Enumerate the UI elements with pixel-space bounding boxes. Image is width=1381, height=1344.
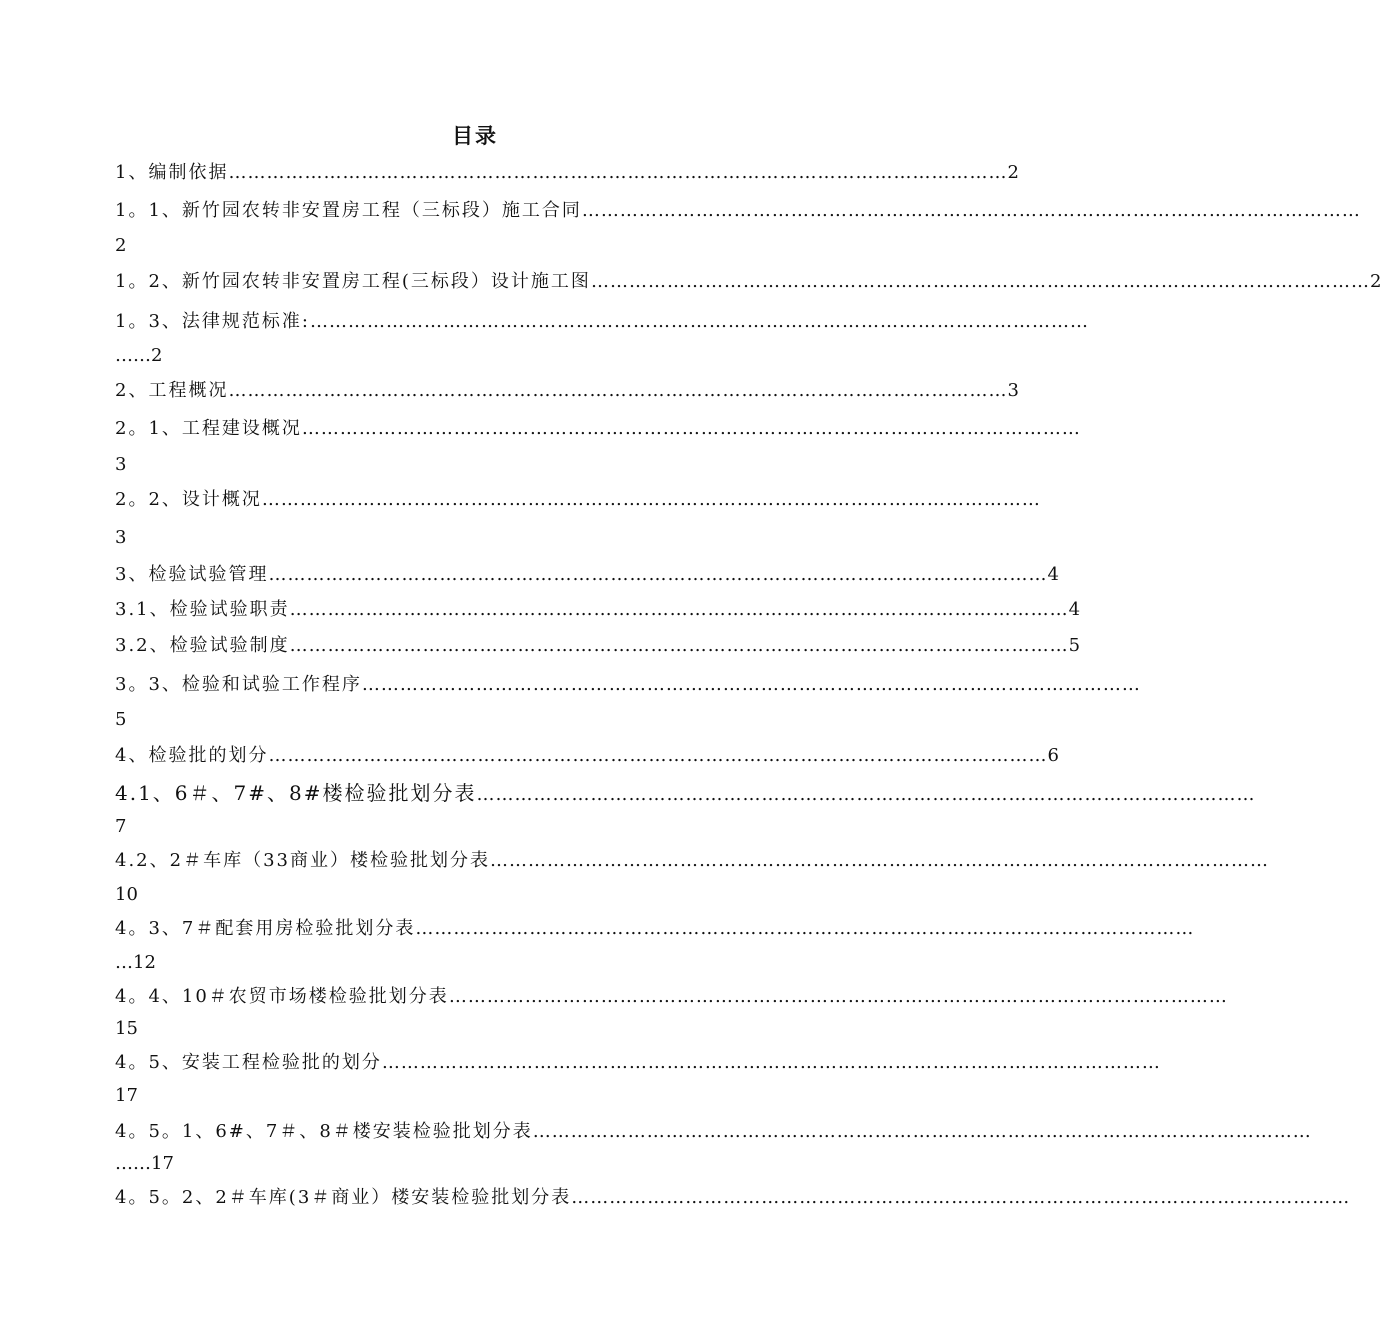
toc-entry[interactable] [115, 914, 1195, 944]
toc-entry[interactable] [115, 1117, 1312, 1147]
toc-entry-page: 4 [1047, 564, 1059, 585]
toc-entry[interactable] [115, 846, 1269, 876]
toc-entry-page: 6 [1047, 745, 1059, 766]
toc-entry-page: 2 [1369, 271, 1381, 292]
toc-entry-text: 3、检验试验管理 [115, 564, 269, 585]
toc-entry[interactable] [115, 631, 1081, 661]
toc-entry-text: 3。3、检验和试验工作程序 [115, 674, 362, 695]
toc-entry[interactable] [115, 741, 1059, 771]
toc-leader-dots: …………………………………………………………………………………………………………… [361, 674, 1141, 695]
toc-entry[interactable] [115, 778, 1256, 808]
toc-entry[interactable] [115, 376, 1019, 406]
toc-entry[interactable] [115, 307, 1089, 337]
toc-entry-page: 3 [115, 527, 127, 548]
toc-entry-page: 10 [115, 884, 138, 905]
toc-entry-page: 4 [1068, 599, 1081, 620]
toc-entry-text: 2。2、设计概况 [115, 489, 262, 510]
toc-leader-dots: …………………………………………………………………………………………………………… [261, 489, 1041, 510]
toc-entry-page: 3 [1007, 380, 1019, 401]
toc-entry[interactable] [115, 158, 1019, 188]
toc-entry-text: 2。1、工程建设概况 [115, 418, 302, 439]
toc-entry-page: 5 [1068, 635, 1081, 656]
toc-entry-page: ……2 [115, 345, 163, 366]
toc-leader-dots: …………………………………………………………………………………………………………… [532, 1121, 1312, 1142]
toc-entry-page: 15 [115, 1018, 138, 1039]
toc-entry-text: 4.2、2＃车库（33商业）楼检验批划分表 [115, 850, 490, 871]
toc-leader-dots: …………………………………………………………………………………………………………… [289, 599, 1069, 620]
toc-entry-text: 4。5。1、6#、7＃、8＃楼安装检验批划分表 [115, 1121, 533, 1142]
page-title: 目录 [452, 123, 498, 148]
toc-leader-dots: …………………………………………………………………………………………………………… [268, 564, 1048, 585]
toc-entry-text: 4。4、10＃农贸市场楼检验批划分表 [115, 986, 449, 1007]
toc-leader-dots: …………………………………………………………………………………………………………… [309, 311, 1089, 332]
toc-leader-dots: …………………………………………………………………………………………………………… [289, 635, 1069, 656]
toc-entry-text: 4.1、6＃、7#、8#楼检验批划分表 [115, 781, 477, 805]
toc-entry-page: ……17 [115, 1153, 174, 1174]
toc-leader-dots: …………………………………………………………………………………………………………… [268, 745, 1048, 766]
toc-entry-text: 1。3、法律规范标准: [115, 311, 310, 332]
toc-entry-text: 4。5、安装工程检验批的划分 [115, 1052, 382, 1073]
toc-entry-page: 17 [115, 1085, 138, 1106]
toc-entry[interactable] [115, 196, 1361, 226]
toc-entry-page: 3 [115, 454, 127, 475]
toc-entry-text: 1。1、新竹园农转非安置房工程（三标段）施工合同 [115, 200, 582, 221]
toc-leader-dots: …………………………………………………………………………………………………………… [415, 918, 1195, 939]
toc-leader-dots: …………………………………………………………………………………………………………… [301, 418, 1081, 439]
toc-entry[interactable] [115, 982, 1228, 1012]
toc-entry-text: 1、编制依据 [115, 162, 229, 183]
toc-leader-dots: …………………………………………………………………………………………………………… [228, 162, 1008, 183]
toc-leader-dots: …………………………………………………………………………………………………………… [581, 200, 1361, 221]
toc-leader-dots: …………………………………………………………………………………………………………… [228, 380, 1008, 401]
toc-entry-text: 1。2、新竹园农转非安置房工程(三标段）设计施工图 [115, 271, 591, 292]
toc-entry[interactable] [115, 485, 1041, 515]
toc-entry[interactable] [115, 1048, 1161, 1078]
toc-entry[interactable] [115, 267, 1381, 297]
toc-entry-text: 4。5。2、2＃车库(3＃商业）楼安装检验批划分表 [115, 1187, 572, 1208]
toc-entry-page: 2 [115, 235, 127, 256]
toc-leader-dots: …………………………………………………………………………………………………………… [448, 986, 1228, 1007]
toc-entry[interactable] [115, 1183, 1351, 1213]
toc-entry-text: 3.2、检验试验制度 [115, 635, 290, 656]
toc-leader-dots: …………………………………………………………………………………………………………… [590, 271, 1370, 292]
toc-leader-dots: …………………………………………………………………………………………………………… [571, 1187, 1351, 1208]
toc-entry-text: 2、工程概况 [115, 380, 229, 401]
toc-entry-text: 4、检验批的划分 [115, 745, 269, 766]
toc-leader-dots: …………………………………………………………………………………………………………… [381, 1052, 1161, 1073]
toc-entry-page: 7 [115, 816, 127, 837]
toc-leader-dots: …………………………………………………………………………………………………………… [476, 784, 1256, 805]
toc-entry-page: 2 [1007, 162, 1019, 183]
toc-entry[interactable] [115, 414, 1081, 444]
toc-entry-page: …12 [115, 952, 156, 973]
toc-entry-text: 4。3、7＃配套用房检验批划分表 [115, 918, 416, 939]
toc-entry-text: 3.1、检验试验职责 [115, 599, 290, 620]
toc-entry[interactable] [115, 595, 1081, 625]
toc-leader-dots: …………………………………………………………………………………………………………… [489, 850, 1269, 871]
toc-entry-page: 5 [115, 709, 127, 730]
toc-entry[interactable] [115, 560, 1059, 590]
toc-entry[interactable] [115, 670, 1141, 700]
